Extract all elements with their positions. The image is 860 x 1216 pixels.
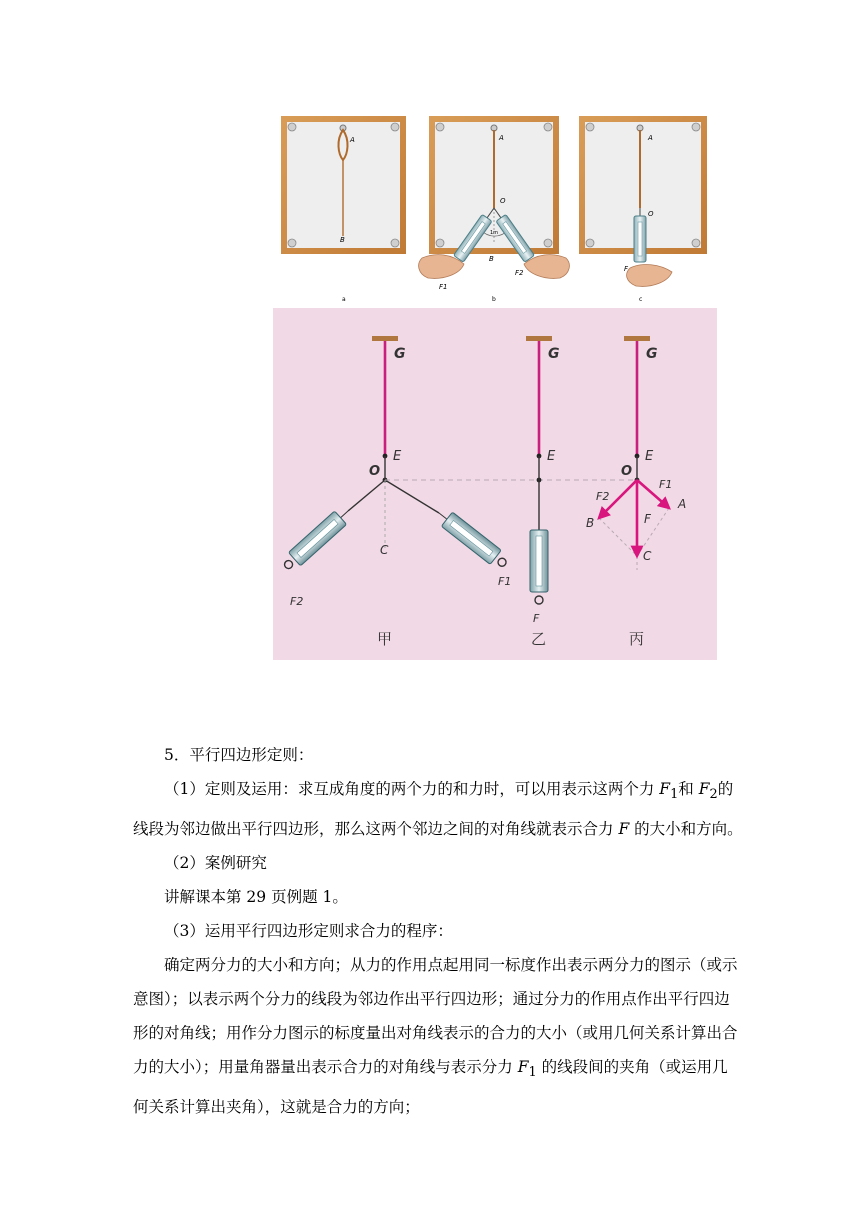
paragraph-example: 讲解课本第 29 页例题 1。 [164,888,348,907]
label-b-angle: 1m [490,230,499,236]
label-bing-O: O [621,464,633,479]
label-bing-C: C [643,549,652,563]
label-b-O: O [500,197,506,205]
label-yi-E: E [547,449,556,464]
label-b-B: B [489,255,494,263]
text-content [133,738,743,1124]
label-bing-A: A [678,497,687,511]
label-a-B: B [340,236,345,244]
paragraph-procedure-title: （3）运用平行四边形定则求合力的程序： [164,922,453,941]
force-diagram-figure [273,308,717,660]
label-b-F2: F2 [515,269,524,277]
label-bing-E: E [645,449,654,464]
label-yi-G: G [548,346,560,362]
label-a-A: A [350,136,355,144]
experiment-photo-figure [276,108,716,306]
label-yi-F: F [533,612,540,625]
label-b-F1: F1 [439,283,448,291]
panel-caption-a: a [342,296,346,303]
label-c-F: F [624,265,629,273]
label-bing-F: F [644,512,651,526]
label-c-A: A [648,134,653,142]
label-b-A: A [499,134,504,142]
board-panel-c [579,116,707,286]
label-bing-B: B [586,516,595,530]
section-heading: 5．平行四边形定则： [164,746,314,764]
board-panel-b [419,116,570,291]
paragraph-case-study: （2）案例研究 [164,854,267,873]
label-jia-O: O [369,464,381,479]
paragraph-procedure: 确定两分力的大小和方向；从力的作用点起用同一标度作出表示两分力的图示（或示意图）；以表示两个分力的线段为邻边作出平行四边形；通过分力的作用点作出平行四边形的对角线；用作分力图示的标度量出对角线表示的合力的大小（或用几何关系计算出合力的大小）；用量角器量出表示合力的对角线与表示分力 $F_1$ 的线段间的夹角（或运用几何关系计算出夹角），这就是合力的方向； [133,956,738,1117]
label-bing-G: G [646,346,658,362]
label-c-O: O [648,210,654,218]
caption-yi: 乙 [531,630,547,648]
label-jia-F2: F2 [290,595,304,608]
caption-jia: 甲 [377,630,393,648]
label-jia-G: G [394,346,406,362]
caption-bing: 丙 [629,630,645,648]
label-bing-F2: F2 [596,490,610,503]
board-panel-a [281,116,406,254]
panel-caption-c: c [639,296,643,303]
label-bing-F1: F1 [659,478,673,491]
label-jia-F1: F1 [498,575,512,588]
paragraph-definition: （1）定则及运用：求互成角度的两个力的和力时，可以用表示这两个力 $F_1$和 $F_2$的线段为邻边做出平行四边形，那么这两个邻边之间的对角线就表示合力 F 的大小和方向。 [133,780,743,839]
panel-caption-b: b [492,296,496,303]
label-jia-E: E [393,449,402,464]
label-jia-C: C [380,543,389,557]
